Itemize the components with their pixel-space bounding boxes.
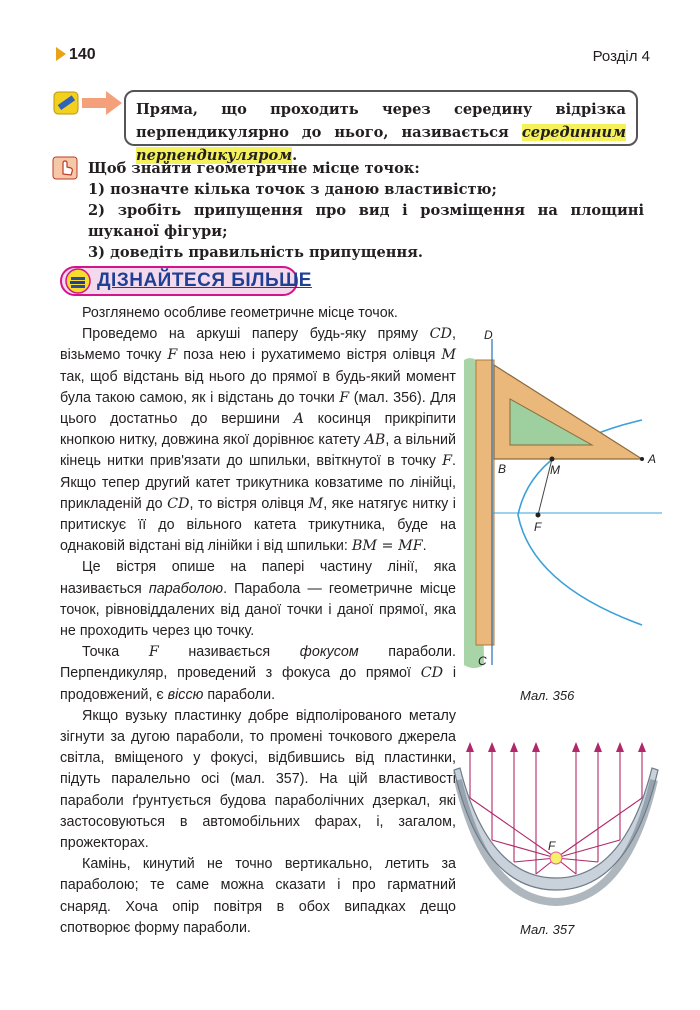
definition-term: серединним перпендикуляром (136, 124, 626, 164)
label-d: D (484, 328, 493, 342)
paragraph-2: Проведемо на аркуші паперу будь-яку пряму CD, візьмемо точку F поза нею і рухатимемо вістря олівця M так, щоб відстань від нього до прямої в будь-який момент була такою самою, як і відстань до точки F (мал. 356). Для цього достатньо до вершини A косинця прикріпити кнопкою нитку, довжина якої дорівнює катету AB, а вільний кінець нитки прив'язати до шпильки, ввіткнутої в точку F. Якщо тепер другий катет трикутника ковзатиме по лінійці, прикладеній до CD, то вістря олівця M, яке натягує нитку і притискує її до вільного катета трикутника, буде на однаковій відстані від лінійки і від шпильки: BM = MF. (60, 326, 456, 555)
label-c: C (478, 654, 487, 668)
label-b: B (498, 462, 507, 476)
tip-step-3: 3) доведіть правильність припущення. (88, 244, 424, 261)
tip-step-1: 1) позначте кілька точок з даною властивістю; (88, 181, 497, 198)
page-number: 140 (56, 46, 96, 64)
figure-357 (452, 740, 662, 915)
body-text (60, 303, 456, 939)
banner-title: ДІЗНАЙТЕСЯ БІЛЬШЕ (97, 270, 312, 291)
figure-356-caption: Мал. 356 (520, 688, 575, 703)
ray-arrowheads (466, 742, 646, 752)
definition-box: Пряма, що проходить через середину відрізка перпендикулярно до нього, називається серединним перпендикуляром. (124, 90, 638, 146)
paragraph-3: Це вістря опише на папері частину лінії, яка називається параболою. Парабола — геометричне місце точок, рівновіддалених від даної точки і даної прямої, яка не проходить через цю точку. (60, 559, 456, 640)
paragraph-5: Якщо вузьку пластинку добре відполірованого металу зігнути за дугою параболи, то промені точкового джерела світла, вміщеного у фокусі, відбившись від пластинки, підуть паралельно осі (мал. 357). На цій властивості параболи ґрунтується будова параболічних дзеркал, які застосовуються в автомобільних фарах, і, загалом, прожекторах. (60, 707, 456, 852)
label-f: F (534, 520, 542, 534)
label-a: A (648, 452, 657, 466)
figure-357-caption: Мал. 357 (520, 922, 575, 937)
ruler (476, 360, 494, 645)
tip-intro: Щоб знайти геометричне місце точок: (88, 160, 420, 177)
section-label: Розділ 4 (592, 48, 650, 65)
tip-step-2: 2) зробіть припущення про вид і розміщення на площині шуканої фігури; (88, 202, 644, 240)
figure-356 (462, 325, 662, 675)
paragraph-1: Розглянемо особливе геометричне місце точок. (82, 305, 398, 321)
pencil-arrow-icon (52, 88, 124, 118)
light-source (550, 852, 562, 864)
paragraph-6: Камінь, кинутий не точно вертикально, летить за параболою; те саме можна сказати і про гарматний снаряд. Хоча опір повітря в обох випадках дещо спотворює форму параболи. (60, 856, 456, 936)
label-focus: F (548, 839, 556, 853)
page-marker-icon (56, 47, 66, 61)
paragraph-4: Точка F називається фокусом параболи. Перпендикуляр, проведений з фокуса до прямої CD і продовжений, є віссю параболи. (60, 644, 456, 703)
tip-block (88, 158, 644, 263)
parabolic-mirror (454, 768, 658, 890)
books-icon (64, 268, 92, 294)
hand-pointer-icon (52, 156, 78, 180)
label-m: M (550, 463, 560, 477)
